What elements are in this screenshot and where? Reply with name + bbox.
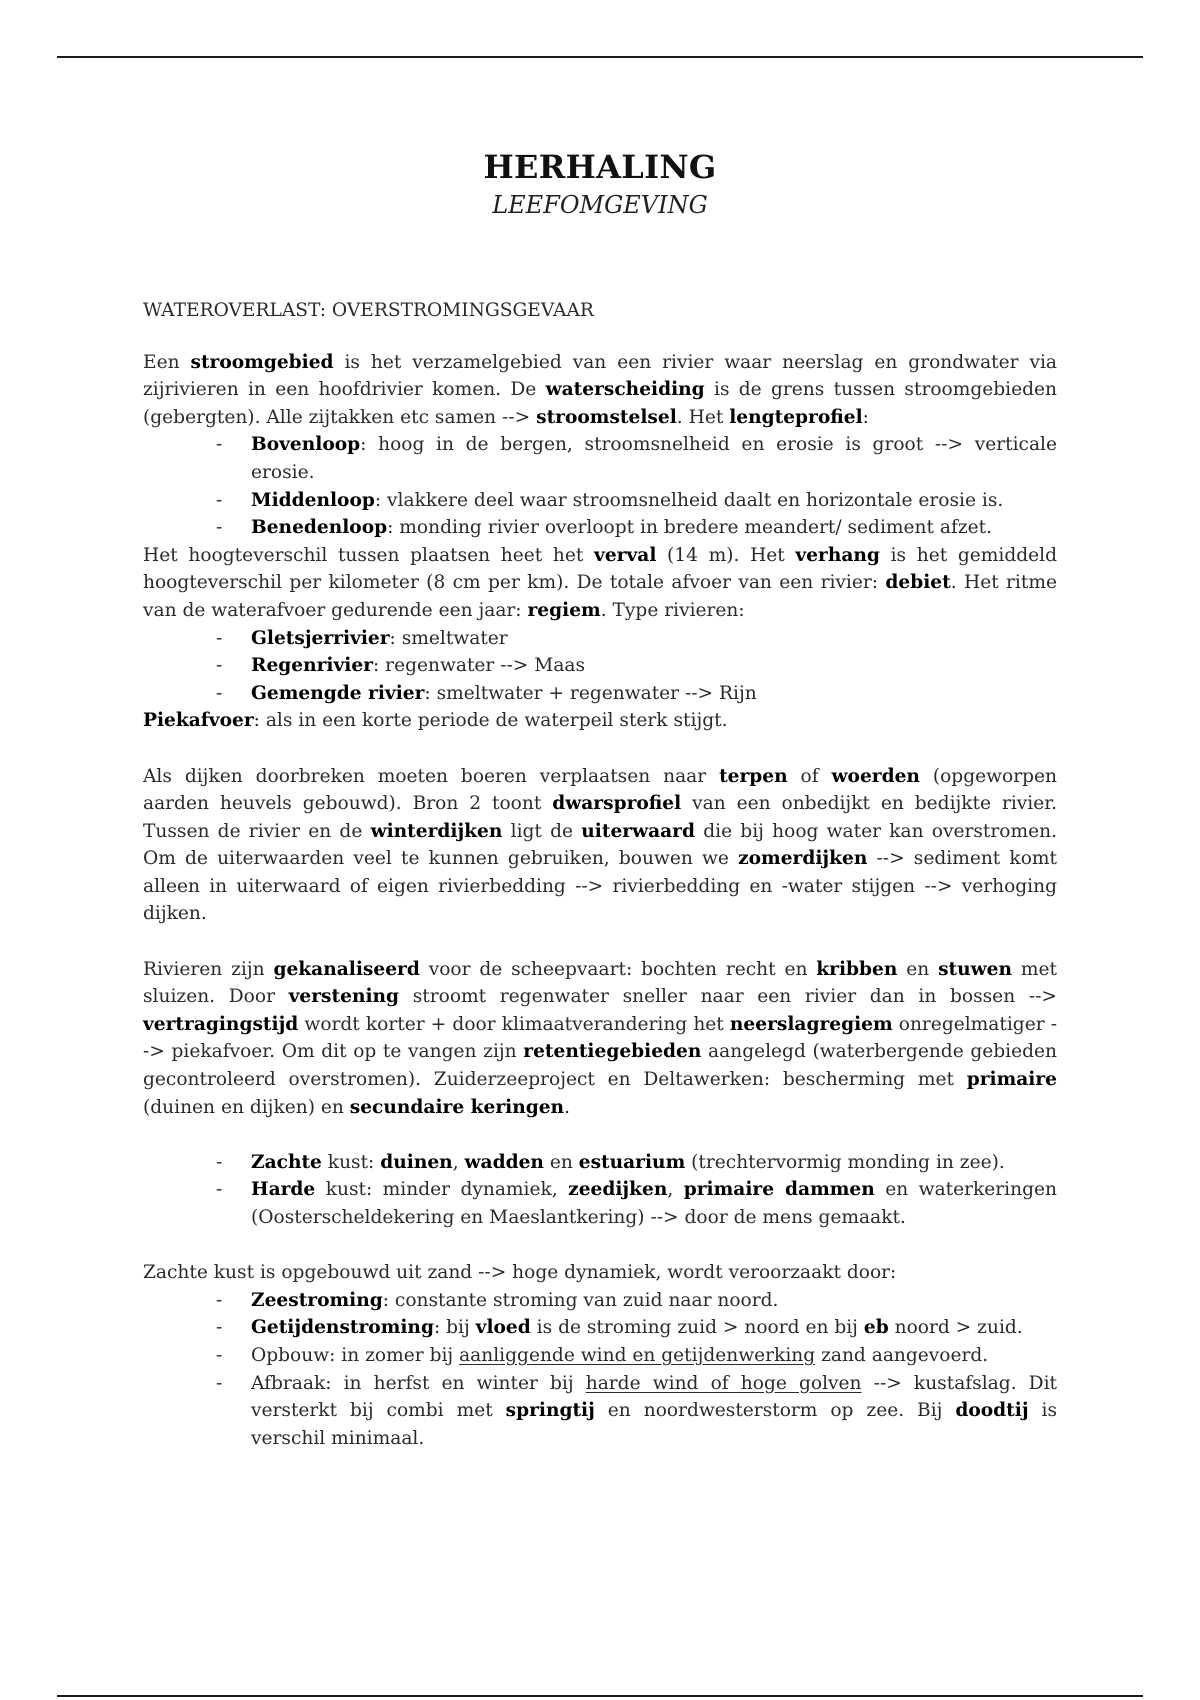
document-body	[143, 297, 1057, 1452]
paragraph-verval: Het hoogteverschil tussen plaatsen heet het verval (14 m). Het verhang is het gemiddeld hoogteverschil per kilometer (8 cm per km). De totale afvoer van een rivier: debiet. Het ritme van de waterafvoer gedurende een jaar: regiem. Type rivieren:	[143, 544, 1058, 621]
keyword: retentiegebieden	[523, 1041, 702, 1063]
keyword: secundaire keringen	[349, 1096, 565, 1118]
list-lengteprofiel	[143, 431, 1057, 541]
keyword: vertragingstijd	[143, 1013, 299, 1035]
keyword: gekanaliseerd	[273, 958, 420, 980]
list-kust-types	[143, 1149, 1057, 1232]
keyword: regiem	[527, 599, 601, 621]
paragraph-dijken: Als dijken doorbreken moeten boeren verplaatsen naar terpen of woerden (opgeworpen aarden heuvels gebouwd). Bron 2 toont dwarsprofiel van een onbedijkt en bedijkte rivier. Tussen de rivier en de winterdijken ligt de uiterwaard die bij hoog water kan overstromen. Om de uiterwaarden veel te kunnen gebruiken, bouwen we zomerdijken --> sediment komt alleen in uiterwaard of eigen rivierbedding --> rivierbedding en -water stijgen --> verhoging dijken.	[143, 765, 1058, 925]
keyword: verhang	[795, 544, 880, 566]
page-subtitle: LEEFOMGEVING	[492, 191, 708, 219]
list-item: - Opbouw: in zomer bij aanliggende wind en getijdenwerking zand aangevoerd.	[251, 1342, 1057, 1370]
keyword: verstening	[288, 986, 400, 1008]
list-item: - Benedenloop: monding rivier overloopt in bredere meandert/ sediment afzet.	[251, 514, 1057, 542]
keyword: lengteprofiel	[729, 406, 863, 428]
keyword: stuwen	[938, 958, 1013, 980]
section-heading: WATEROVERLAST: OVERSTROMINGSGEVAAR	[143, 300, 594, 321]
list-dynamiek	[143, 1287, 1057, 1453]
list-item: - Afbraak: in herfst en winter bij harde wind of hoge golven --> kustafslag. Dit versterkt bij combi met springtij en noordwesterstorm op zee. Bij doodtij is verschil minimaal.	[251, 1370, 1057, 1453]
keyword: zomerdijken	[738, 848, 868, 870]
keyword: kribben	[816, 958, 898, 980]
keyword: Piekafvoer	[143, 710, 254, 732]
list-rivier-types	[143, 625, 1057, 708]
list-item: - Gemengde rivier: smeltwater + regenwater --> Rijn	[251, 680, 1057, 708]
list-item: - Zachte kust: duinen, wadden en estuarium (trechtervormig monding in zee).	[251, 1149, 1057, 1177]
keyword: winterdijken	[370, 820, 503, 842]
bottom-rule	[57, 1695, 1143, 1697]
list-item: - Middenloop: vlakkere deel waar stroomsnelheid daalt en horizontale erosie is.	[251, 487, 1057, 515]
list-item: - Zeestroming: constante stroming van zuid naar noord.	[251, 1287, 1057, 1315]
list-item: - Harde kust: minder dynamiek, zeedijken, primaire dammen en waterkeringen (Oosterscheldekering en Maeslantkering) --> door de mens gemaakt.	[251, 1176, 1057, 1231]
paragraph-stroomgebied: Een stroomgebied is het verzamelgebied van een rivier waar neerslag en grondwater via zijrivieren in een hoofdrivier komen. De waterscheiding is de grens tussen stroomgebieden (gebergten). Alle zijtakken etc samen --> stroomstelsel. Het lengteprofiel:	[143, 351, 1057, 428]
keyword: woerden	[831, 765, 920, 787]
list-item: - Gletsjerrivier: smeltwater	[251, 625, 1057, 653]
keyword: stroomgebied	[190, 351, 334, 373]
keyword: dwarsprofiel	[552, 793, 682, 815]
paragraph-zachte-kust: Zachte kust is opgebouwd uit zand --> hoge dynamiek, wordt veroorzaakt door:	[143, 1262, 897, 1284]
top-rule	[57, 56, 1143, 58]
page-title: HERHALING	[483, 148, 717, 186]
list-item: - Getijdenstroming: bij vloed is de stroming zuid > noord en bij eb noord > zuid.	[251, 1314, 1057, 1342]
list-item: - Bovenloop: hoog in de bergen, stroomsnelheid en erosie is groot --> verticale erosie.	[251, 431, 1057, 486]
keyword: terpen	[719, 765, 788, 787]
paragraph-kanalisatie: Rivieren zijn gekanaliseerd voor de scheepvaart: bochten recht en kribben en stuwen met sluizen. Door verstening stroomt regenwater sneller naar een rivier dan in bossen --> vertragingstijd wordt korter + door klimaatverandering het neerslagregiem onregelmatiger --> piekafvoer. Om dit op te vangen zijn retentiegebieden aangelegd (waterbergende gebieden gecontroleerd overstromen). Zuiderzeeproject en Deltawerken: bescherming met primaire (duinen en dijken) en secundaire keringen.	[143, 958, 1057, 1118]
paragraph-piekafvoer: Piekafvoer: als in een korte periode de waterpeil sterk stijgt.	[143, 710, 728, 732]
keyword: verval	[594, 544, 657, 566]
list-item: - Regenrivier: regenwater --> Maas	[251, 652, 1057, 680]
keyword: debiet	[885, 572, 951, 594]
keyword: waterscheiding	[545, 379, 705, 401]
keyword: uiterwaard	[581, 820, 695, 842]
keyword: neerslagregiem	[729, 1013, 893, 1035]
keyword: primaire	[966, 1069, 1057, 1091]
keyword: stroomstelsel	[536, 406, 677, 428]
